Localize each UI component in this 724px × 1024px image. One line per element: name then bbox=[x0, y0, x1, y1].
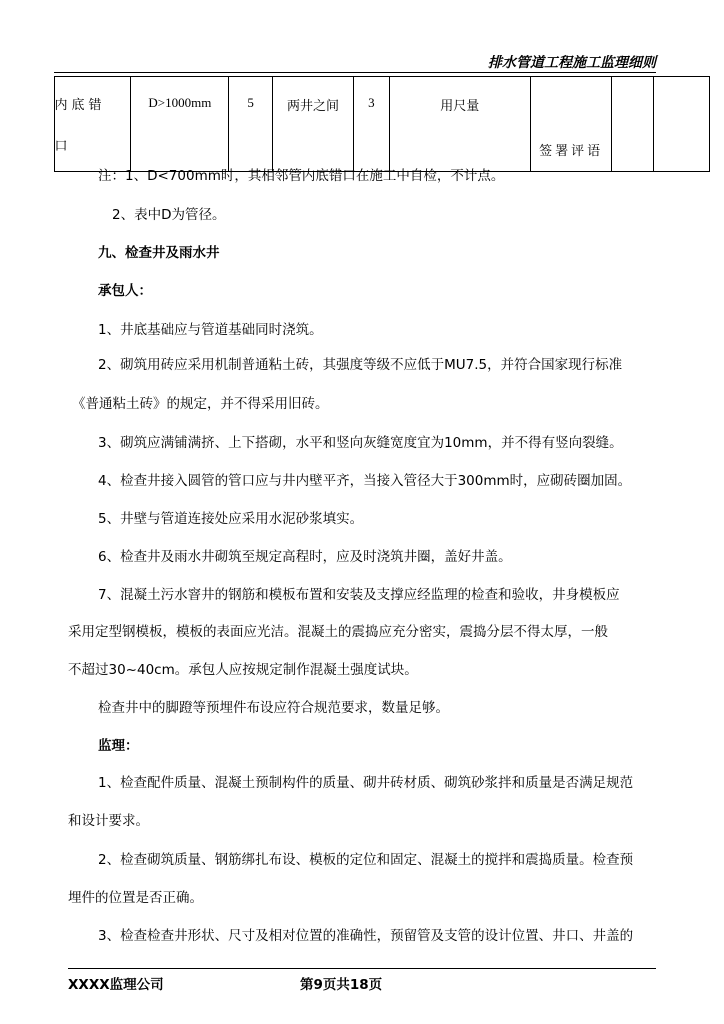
paragraph: 2、检查砌筑质量、钢筋绑扎布设、模板的定位和固定、混凝土的搅拌和震捣质量。检查预 bbox=[98, 852, 634, 868]
table-cell-method: 用尺量 bbox=[389, 77, 531, 172]
footer-page-number: 第9页共18页 bbox=[300, 977, 383, 993]
paragraph: 5、井壁与管道连接处应采用水泥砂浆填实。 bbox=[98, 511, 364, 527]
supervision-heading: 监理： bbox=[98, 738, 139, 754]
paragraph: 1、检查配件质量、混凝土预制构件的质量、砌井砖材质、砌筑砂浆拌和质量是否满足规范 bbox=[98, 775, 634, 791]
item-label-line2: 口 bbox=[54, 139, 68, 154]
table-cell-remark: 签署评语 bbox=[531, 77, 612, 172]
table-cell-item bbox=[54, 77, 131, 172]
inspection-table bbox=[54, 76, 710, 172]
table-cell-value2: 3 bbox=[354, 77, 389, 172]
footer-company: XXXX监理公司 bbox=[68, 977, 164, 993]
table-cell-empty bbox=[612, 77, 654, 172]
section-title: 九、检查井及雨水井 bbox=[98, 245, 220, 261]
paragraph: 2、砌筑用砖应采用机制普通粘土砖，其强度等级不应低于MU7.5，并符合国家现行标准 bbox=[98, 357, 623, 373]
paragraph: 检查井中的脚蹬等预埋件布设应符合规范要求，数量足够。 bbox=[98, 700, 449, 716]
paragraph: 埋件的位置是否正确。 bbox=[68, 890, 203, 906]
paragraph: 3、检查检查井形状、尺寸及相对位置的准确性，预留管及支管的设计位置、井口、井盖的 bbox=[98, 928, 634, 944]
document-header-title: 排水管道工程施工监理细则 bbox=[488, 55, 656, 71]
note-1: 注：1、D<700mm时，其相邻管内底错口在施工中自检，不计点。 bbox=[98, 168, 505, 184]
footer-divider bbox=[68, 968, 656, 969]
item-label-line1: 内底错 bbox=[54, 98, 106, 113]
table-cell-empty bbox=[653, 77, 709, 172]
contractor-heading: 承包人： bbox=[98, 283, 152, 299]
paragraph: 不超过30~40cm。承包人应按规定制作混凝土强度试块。 bbox=[68, 662, 418, 678]
paragraph: 4、检查井接入圆管的管口应与井内壁平齐，当接入管径大于300mm时，应砌砖圈加固。 bbox=[98, 473, 632, 489]
paragraph: 《普通粘土砖》的规定，并不得采用旧砖。 bbox=[72, 396, 329, 412]
table-cell-range: 两井之间 bbox=[272, 77, 353, 172]
header-divider bbox=[54, 72, 656, 73]
table-row bbox=[54, 77, 710, 172]
note-2: 2、表中D为管径。 bbox=[112, 207, 226, 223]
paragraph: 3、砌筑应满铺满挤、上下搭砌，水平和竖向灰缝宽度宜为10mm，并不得有竖向裂缝。 bbox=[98, 435, 623, 451]
paragraph: 采用定型钢模板，模板的表面应光洁。混凝土的震捣应充分密实，震捣分层不得太厚，一般 bbox=[68, 624, 608, 640]
paragraph: 6、检查井及雨水井砌筑至规定高程时，应及时浇筑井圈，盖好井盖。 bbox=[98, 549, 512, 565]
table-cell-value1: 5 bbox=[229, 77, 273, 172]
paragraph: 7、混凝土污水窨井的钢筋和模板布置和安装及支撑应经监理的检查和验收，井身模板应 bbox=[98, 587, 620, 603]
table-cell-spec: D>1000mm bbox=[131, 77, 229, 172]
paragraph: 和设计要求。 bbox=[68, 813, 149, 829]
paragraph: 1、井底基础应与管道基础同时浇筑。 bbox=[98, 322, 323, 338]
